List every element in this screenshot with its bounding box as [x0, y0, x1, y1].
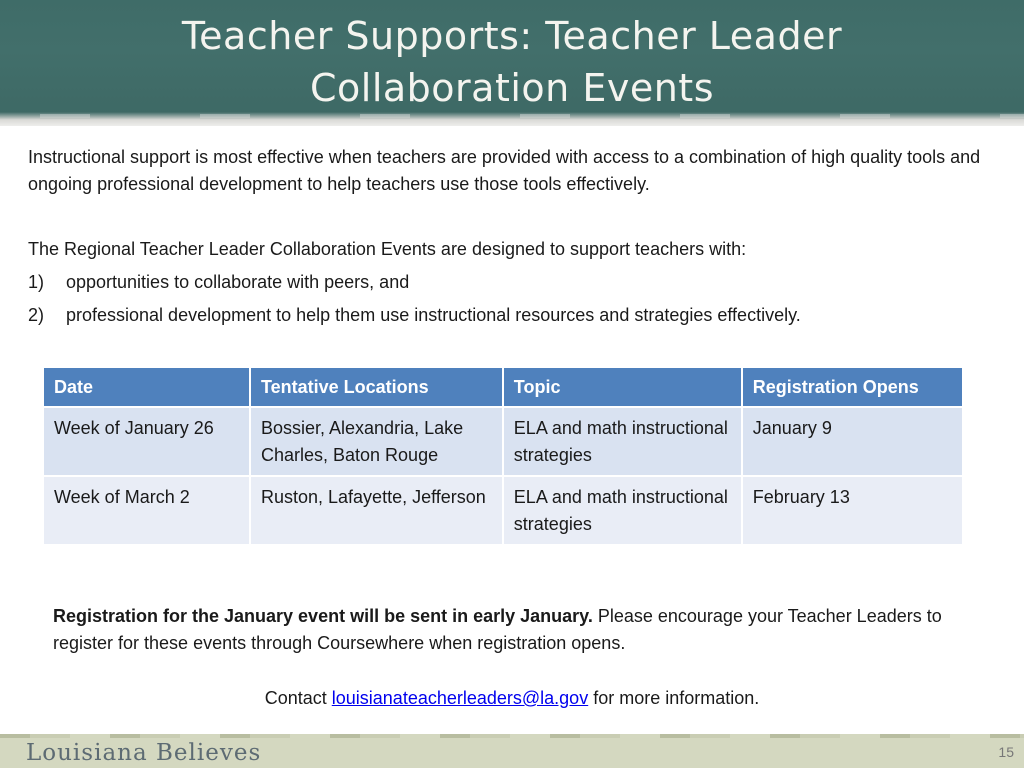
- contact-line: [0, 685, 1024, 712]
- header-locations: Tentative Locations: [251, 368, 502, 406]
- table-header-row: [44, 368, 962, 406]
- cell-registration: January 9: [743, 408, 962, 475]
- list-text: professional development to help them use instructional resources and strategies effectively.: [66, 305, 801, 325]
- chalk-tray: [0, 112, 1024, 126]
- header-topic: Topic: [504, 368, 741, 406]
- cell-locations: Ruston, Lafayette, Jefferson: [251, 477, 502, 544]
- list-number: 2): [28, 305, 45, 325]
- footer-edge: [0, 734, 1024, 738]
- registration-notice: [53, 603, 973, 657]
- notice-rest: Please encourage your Teacher Leaders to register for these events through Coursewhere when registration opens.: [53, 606, 942, 653]
- intro-paragraph: Instructional support is most effective when teachers are provided with access to a combination of high quality tools and ongoing professional development to help teachers use those tools effectively.: [28, 147, 981, 194]
- contact-prefix: Contact: [264, 688, 332, 708]
- list-number: 1): [28, 272, 45, 292]
- purpose-section: [28, 236, 998, 329]
- page-title: [0, 10, 1024, 114]
- title-line-1: Teacher Supports: Teacher Leader: [181, 14, 843, 58]
- purpose-lead: The Regional Teacher Leader Collaboration Events are designed to support teachers with:: [28, 239, 747, 259]
- title-line-2: Collaboration Events: [310, 66, 714, 110]
- page-number: 15: [998, 744, 1014, 760]
- header-chalkboard: [0, 0, 1024, 126]
- brand-logo-text: Louisiana Believes: [26, 740, 262, 766]
- table-row: [44, 408, 962, 475]
- cell-date: Week of March 2: [44, 477, 249, 544]
- cell-topic: ELA and math instructional strategies: [504, 408, 741, 475]
- list-item: [28, 302, 998, 329]
- contact-suffix: for more information.: [588, 688, 760, 708]
- list-text: opportunities to collaborate with peers, and: [66, 272, 410, 292]
- contact-email-link[interactable]: louisianateacherleaders@la.gov: [331, 688, 589, 708]
- header-date: Date: [44, 368, 249, 406]
- footer-bar: [0, 734, 1024, 768]
- header-registration: Registration Opens: [743, 368, 962, 406]
- list-item: [28, 269, 998, 296]
- notice-bold: Registration for the January event will be sent in early January.: [53, 606, 593, 626]
- cell-locations: Bossier, Alexandria, Lake Charles, Baton Rouge: [251, 408, 502, 475]
- cell-registration: February 13: [743, 477, 962, 544]
- events-table: [42, 366, 964, 546]
- cell-date: Week of January 26: [44, 408, 249, 475]
- cell-topic: ELA and math instructional strategies: [504, 477, 741, 544]
- table-row: [44, 477, 962, 544]
